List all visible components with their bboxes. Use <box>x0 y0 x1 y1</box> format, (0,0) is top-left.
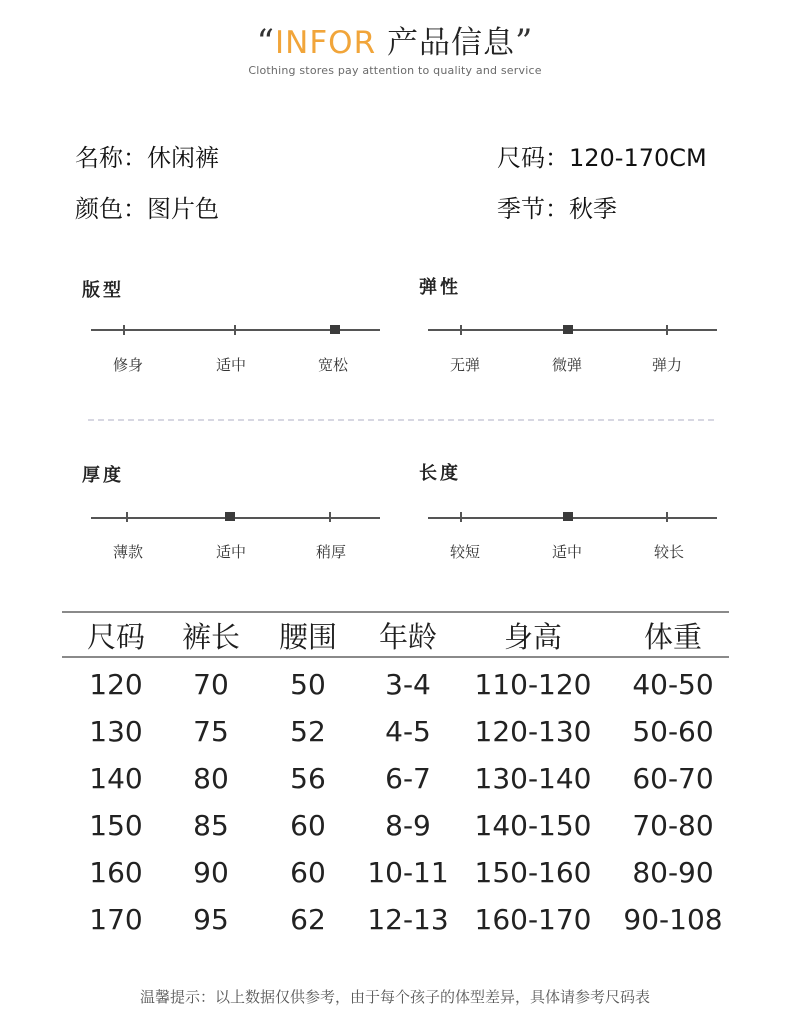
close-quote: ” <box>514 22 534 62</box>
scale-label: 适中 <box>551 543 582 561</box>
scale-label: 微弹 <box>551 356 582 374</box>
scale-label: 弹力 <box>651 356 682 374</box>
table-cell: 90-108 <box>623 903 723 936</box>
scale-tick <box>234 325 236 335</box>
table-cell: 150-160 <box>474 856 592 889</box>
scale-label: 较短 <box>449 543 480 561</box>
product-color: 颜色：图片色 <box>75 195 219 223</box>
table-header-size: 尺码 <box>86 620 145 654</box>
title-chinese: 产品信息 <box>386 25 515 61</box>
table-cell: 110-120 <box>474 668 592 701</box>
scale-tick <box>666 325 668 335</box>
table-cell: 160-170 <box>474 903 592 936</box>
table-header-waist: 腰围 <box>278 620 337 654</box>
page-subtitle: Clothing stores pay attention to quality and service <box>248 64 542 77</box>
footnote: 温馨提示：以上数据仅供参考，由于每个孩子的体型差异，具体请参考尺码表 <box>139 988 650 1006</box>
table-cell: 60 <box>290 856 326 889</box>
scale-label: 适中 <box>215 356 246 374</box>
scale-marker-elasticity <box>563 325 573 334</box>
table-cell: 160 <box>89 856 143 889</box>
table-cell: 170 <box>89 903 143 936</box>
scale-label: 稍厚 <box>315 543 346 561</box>
table-cell: 40-50 <box>632 668 714 701</box>
table-top-rule <box>62 611 729 613</box>
product-name: 名称：休闲裤 <box>75 144 219 172</box>
section-divider <box>88 419 714 421</box>
table-cell: 80-90 <box>632 856 714 889</box>
scale-tick <box>329 512 331 522</box>
product-season: 季节：秋季 <box>497 195 617 223</box>
table-cell: 10-11 <box>367 856 449 889</box>
table-header-height: 身高 <box>503 620 562 654</box>
scale-label: 修身 <box>112 356 143 374</box>
table-cell: 95 <box>193 903 229 936</box>
scale-marker-fit <box>330 325 340 334</box>
table-cell: 75 <box>193 715 229 748</box>
table-cell: 12-13 <box>367 903 449 936</box>
table-cell: 62 <box>290 903 326 936</box>
table-cell: 50-60 <box>632 715 714 748</box>
table-cell: 85 <box>193 809 229 842</box>
title-accent: INFOR <box>275 25 377 61</box>
table-cell: 90 <box>193 856 229 889</box>
table-cell: 70-80 <box>632 809 714 842</box>
table-header-age: 年龄 <box>378 620 437 654</box>
table-cell: 56 <box>290 762 326 795</box>
table-cell: 150 <box>89 809 143 842</box>
table-cell: 130-140 <box>474 762 592 795</box>
scale-title-length: 长度 <box>419 463 461 484</box>
table-cell: 60-70 <box>632 762 714 795</box>
table-cell: 70 <box>193 668 229 701</box>
scale-label: 薄款 <box>112 543 143 561</box>
open-quote: “ <box>256 22 276 62</box>
table-cell: 140-150 <box>474 809 592 842</box>
table-cell: 60 <box>290 809 326 842</box>
table-cell: 4-5 <box>385 715 431 748</box>
table-cell: 3-4 <box>385 668 431 701</box>
scale-title-fit: 版型 <box>82 280 124 301</box>
scale-label: 无弹 <box>449 356 480 374</box>
scale-marker-length <box>563 512 573 521</box>
table-cell: 52 <box>290 715 326 748</box>
product-size-range: 尺码：120-170CM <box>497 144 707 172</box>
table-cell: 120-130 <box>474 715 592 748</box>
table-header-rule <box>62 656 729 658</box>
scale-tick <box>126 512 128 522</box>
table-cell: 50 <box>290 668 326 701</box>
scale-marker-thickness <box>225 512 235 521</box>
table-cell: 80 <box>193 762 229 795</box>
scale-tick <box>460 325 462 335</box>
scale-title-thickness: 厚度 <box>82 465 124 486</box>
scale-tick <box>123 325 125 335</box>
scale-label: 适中 <box>215 543 246 561</box>
page-title <box>0 22 790 63</box>
table-header-pants-length: 裤长 <box>181 620 240 654</box>
scale-tick <box>460 512 462 522</box>
scale-line-thickness <box>91 517 380 519</box>
scale-title-elasticity: 弹性 <box>419 277 461 298</box>
scale-label: 宽松 <box>317 356 348 374</box>
table-header-weight: 体重 <box>643 620 702 654</box>
table-cell: 140 <box>89 762 143 795</box>
table-cell: 130 <box>89 715 143 748</box>
scale-tick <box>666 512 668 522</box>
table-cell: 8-9 <box>385 809 431 842</box>
scale-label: 较长 <box>653 543 684 561</box>
table-cell: 6-7 <box>385 762 431 795</box>
table-cell: 120 <box>89 668 143 701</box>
